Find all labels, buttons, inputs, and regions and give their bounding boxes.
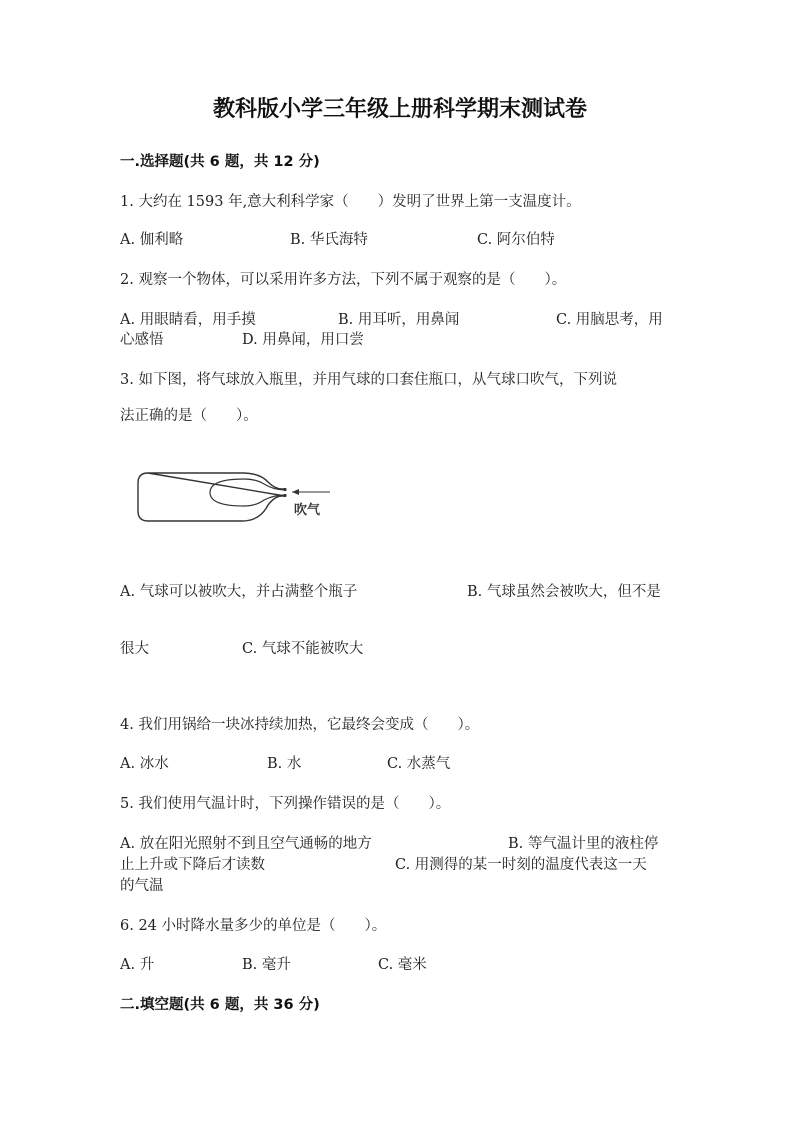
bottle-balloon-figure bbox=[134, 468, 344, 530]
question-1-option-b: B. 华氏海特 bbox=[290, 232, 368, 248]
question-6-stem: 6. 24 小时降水量多少的单位是（ ）。 bbox=[120, 918, 387, 934]
question-4-option-c: C. 水蒸气 bbox=[387, 756, 451, 772]
question-5-option-c: C. 用测得的某一时刻的温度代表这一天 bbox=[395, 857, 647, 873]
question-3-option-b: B. 气球虽然会被吹大，但不是 bbox=[467, 584, 661, 600]
question-3-stem-line2: 法正确的是（ ）。 bbox=[120, 408, 258, 424]
question-5-option-b: B. 等气温计里的液柱停 bbox=[508, 836, 659, 852]
question-2-option-a: A. 用眼睛看，用手摸 bbox=[120, 312, 256, 328]
bottle-mouth-mark-top bbox=[283, 488, 286, 491]
question-1-option-a: A. 伽利略 bbox=[120, 232, 184, 248]
question-5-stem: 5. 我们使用气温计时，下列操作错误的是（ ）。 bbox=[120, 796, 451, 812]
question-5-option-b-cont: 止上升或下降后才读数 bbox=[120, 857, 265, 873]
page-title: 教科版小学三年级上册科学期末测试卷 bbox=[212, 97, 587, 122]
question-4-stem: 4. 我们用锅给一块冰持续加热，它最终会变成（ ）。 bbox=[120, 717, 480, 733]
question-2-stem: 2. 观察一个物体，可以采用许多方法，下列不属于观察的是（ ）。 bbox=[120, 272, 567, 288]
figure-label-blow: 吹气 bbox=[294, 503, 321, 518]
question-5-option-c-cont: 的气温 bbox=[120, 878, 164, 894]
question-1-stem: 1. 大约在 1593 年,意大利科学家（ ）发明了世界上第一支温度计。 bbox=[120, 194, 581, 210]
question-4-option-b: B. 水 bbox=[267, 756, 302, 772]
question-6-option-c: C. 毫米 bbox=[378, 957, 427, 973]
balloon-outline bbox=[210, 479, 285, 506]
section-heading-fill-in: 二.填空题(共 6 题，共 36 分) bbox=[120, 997, 320, 1013]
question-6-option-a: A. 升 bbox=[120, 957, 155, 973]
question-2-option-b: B. 用耳听，用鼻闻 bbox=[338, 312, 460, 328]
question-2-option-c: C. 用脑思考，用 bbox=[556, 312, 663, 328]
question-4-option-a: A. 冰水 bbox=[120, 756, 169, 772]
question-3-option-a: A. 气球可以被吹大，并占满整个瓶子 bbox=[120, 584, 358, 600]
question-3-option-c: C. 气球不能被吹大 bbox=[242, 641, 364, 657]
blow-arrow-head bbox=[292, 489, 299, 495]
question-2-option-d: D. 用鼻闻，用口尝 bbox=[242, 332, 364, 348]
question-2-option-c-cont: 心感悟 bbox=[120, 332, 164, 348]
section-heading-choice: 一.选择题(共 6 题，共 12 分) bbox=[120, 154, 320, 170]
question-1-option-c: C. 阿尔伯特 bbox=[477, 232, 555, 248]
bottle-mouth-mark-bottom bbox=[283, 494, 286, 497]
question-3-option-b-cont: 很大 bbox=[120, 641, 149, 657]
question-3-stem-line1: 3. 如下图，将气球放入瓶里，并用气球的口套住瓶口，从气球口吹气，下列说 bbox=[120, 372, 617, 388]
question-6-option-b: B. 毫升 bbox=[242, 957, 291, 973]
question-5-option-a: A. 放在阳光照射不到且空气通畅的地方 bbox=[120, 836, 372, 852]
